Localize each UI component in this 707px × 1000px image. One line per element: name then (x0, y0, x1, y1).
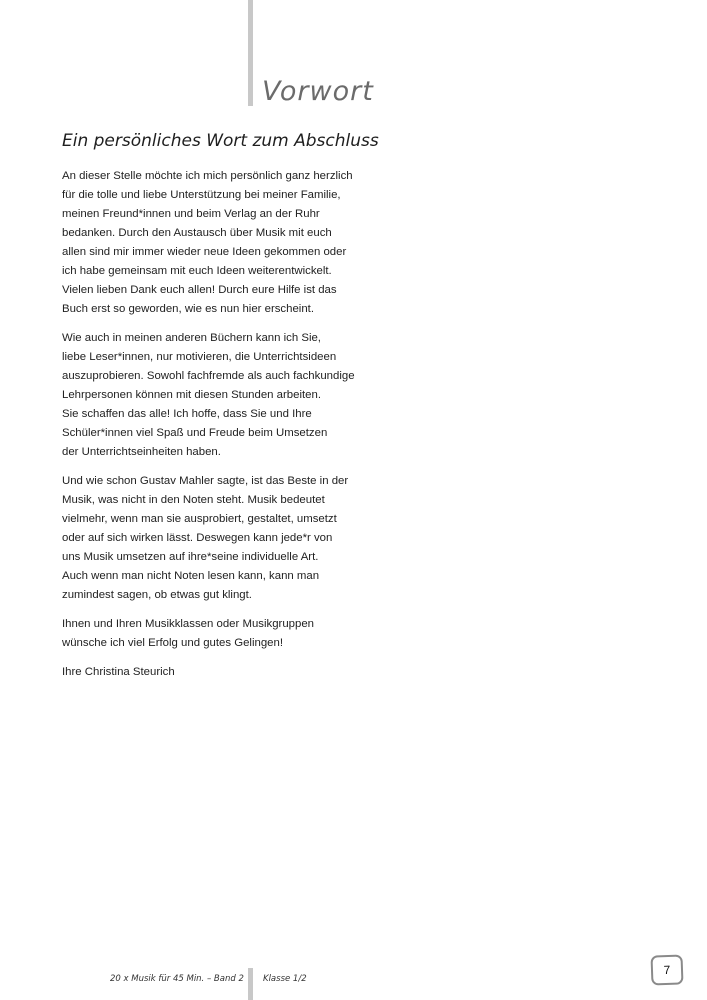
text-line: meinen Freund*innen und beim Verlag an der Ruhr (62, 208, 320, 220)
text-line: auszuprobieren. Sowohl fachfremde als auch fachkundige (62, 370, 355, 382)
text-line: Musik, was nicht in den Noten steht. Musik bedeutet (62, 494, 325, 506)
text-line: Auch wenn man nicht Noten lesen kann, kann man (62, 570, 320, 582)
text-line: uns Musik umsetzen auf ihre*seine individuelle Art. (62, 551, 319, 563)
text-line: für die tolle und liebe Unterstützung bei meiner Familie, (62, 189, 341, 201)
header-divider (248, 0, 253, 106)
page-title: Vorwort (262, 76, 374, 107)
footer-book-title: 20 x Musik für 45 Min. – Band 2 (110, 974, 244, 984)
paragraph-mahler (62, 472, 362, 605)
text-line: allen sind mir immer wieder neue Ideen gekommen oder (62, 246, 347, 258)
text-line: liebe Leser*innen, nur motivieren, die Unterrichtsideen (62, 351, 337, 363)
text-line: bedanken. Durch den Austausch über Musik mit euch (62, 227, 332, 239)
text-line: Wie auch in meinen anderen Büchern kann ich Sie, (62, 332, 321, 344)
text-line: zumindest sagen, ob etwas gut klingt. (62, 589, 252, 601)
text-line: Sie schaffen das alle! Ich hoffe, dass Sie und Ihre (62, 408, 312, 420)
section-subtitle: Ein persönliches Wort zum Abschluss (62, 131, 379, 151)
page-number-badge (650, 954, 683, 985)
text-line: vielmehr, wenn man sie ausprobiert, gestaltet, umsetzt (62, 513, 337, 525)
text-line: Ihnen und Ihren Musikklassen oder Musikgruppen (62, 618, 315, 630)
text-line: der Unterrichtseinheiten haben. (62, 446, 221, 458)
body-text (62, 167, 362, 682)
text-line: Und wie schon Gustav Mahler sagte, ist das Beste in der (62, 475, 349, 487)
text-line: Lehrpersonen können mit diesen Stunden arbeiten. (62, 389, 322, 401)
text-line: ich habe gemeinsam mit euch Ideen weiterentwickelt. (62, 265, 332, 277)
text-line: Schüler*innen viel Spaß und Freude beim Umsetzen (62, 427, 328, 439)
text-line: Vielen lieben Dank euch allen! Durch eure Hilfe ist das (62, 284, 337, 296)
text-line: An dieser Stelle möchte ich mich persönlich ganz herzlich (62, 170, 353, 182)
paragraph-readers (62, 329, 362, 462)
text-line: wünsche ich viel Erfolg und gutes Gelingen! (62, 637, 283, 649)
paragraph-thanks (62, 167, 362, 319)
signature: Ihre Christina Steurich (62, 666, 175, 678)
text-line: Buch erst so geworden, wie es nun hier erscheint. (62, 303, 314, 315)
text-line: oder auf sich wirken lässt. Deswegen kann jede*r von (62, 532, 333, 544)
footer-grade: Klasse 1/2 (263, 974, 307, 984)
paragraph-wishes (62, 615, 362, 653)
page-number: 7 (663, 962, 671, 978)
footer-divider (248, 968, 253, 1000)
